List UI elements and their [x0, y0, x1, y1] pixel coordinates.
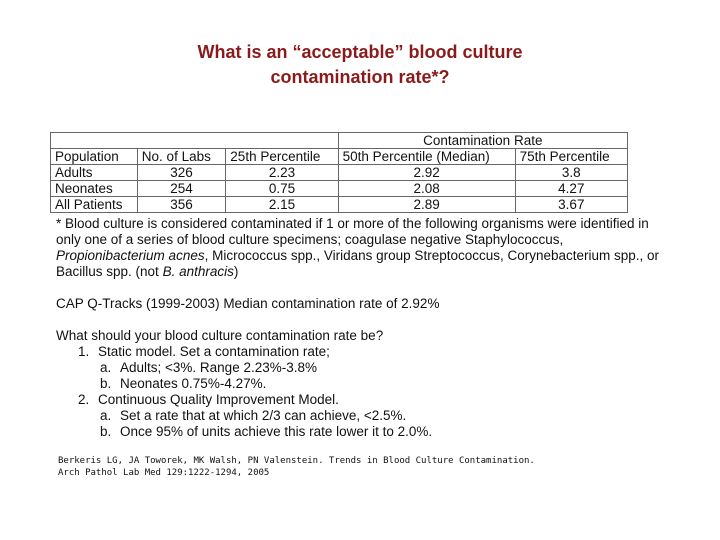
table-cell: 3.67	[515, 197, 627, 213]
list-marker: a.	[100, 360, 112, 375]
list-marker: b.	[100, 424, 112, 439]
list-item	[56, 408, 666, 424]
table-row	[51, 197, 628, 213]
table-header-row	[51, 149, 628, 165]
cap-qtracks-line: CAP Q-Tracks (1999-2003) Median contamination rate of 2.92%	[56, 296, 440, 311]
footnote-text: )	[233, 264, 239, 279]
footnote-text: , Micrococcus spp., Viridans group Streptococcus, Corynebacterium spp., or Bacillus spp. (not	[56, 248, 660, 279]
list-item	[56, 376, 666, 392]
table-cell: 356	[137, 197, 226, 213]
table-cell: 2.92	[338, 165, 515, 181]
table-row	[51, 181, 628, 197]
list-item	[56, 344, 666, 360]
table-cell: All Patients	[51, 197, 138, 213]
table-cell: 4.27	[515, 181, 627, 197]
list-item-text: Set a rate that at which 2/3 can achieve, <2.5%.	[120, 408, 407, 423]
table-group-header: Contamination Rate	[338, 133, 627, 149]
list-item-text: Continuous Quality Improvement Model.	[98, 392, 339, 407]
list-marker: 2.	[78, 392, 90, 407]
table-row	[51, 165, 628, 181]
table-cell: 0.75	[226, 181, 338, 197]
list-item-text: Static model. Set a contamination rate;	[98, 344, 330, 359]
table-cell: Neonates	[51, 181, 138, 197]
footnote-organism: B. anthracis	[162, 264, 234, 279]
slide-title	[0, 40, 720, 90]
table-cell: 326	[137, 165, 226, 181]
list-marker: b.	[100, 376, 112, 391]
slide-body	[56, 216, 666, 440]
table-cell: 2.08	[338, 181, 515, 197]
table-cell: Adults	[51, 165, 138, 181]
footnote-organism: Propionibacterium acnes	[56, 248, 205, 263]
citation-line-1: Berkeris LG, JA Toworek, MK Walsh, PN Valenstein. Trends in Blood Culture Contamination.	[58, 456, 535, 466]
list-item-text: Adults; <3%. Range 2.23%-3.8%	[120, 360, 317, 375]
list-marker: a.	[100, 408, 112, 423]
table-group-header-row	[51, 133, 628, 149]
table-header: No. of Labs	[137, 149, 226, 165]
list-item	[56, 392, 666, 408]
question-line: What should your blood culture contamination rate be?	[56, 328, 384, 343]
title-line-1: What is an “acceptable” blood culture	[197, 42, 523, 62]
list-item	[56, 424, 666, 440]
table-header: 50th Percentile (Median)	[338, 149, 515, 165]
contamination-rate-table	[50, 132, 628, 213]
table-cell: 2.23	[226, 165, 338, 181]
citation	[58, 455, 535, 479]
table-header: 25th Percentile	[226, 149, 338, 165]
list-item-text: Once 95% of units achieve this rate lower it to 2.0%.	[120, 424, 433, 439]
footnote	[56, 216, 666, 280]
list-marker: 1.	[78, 344, 90, 359]
list-item-text: Neonates 0.75%-4.27%.	[120, 376, 267, 391]
table-cell: 2.15	[226, 197, 338, 213]
footnote-text: * Blood culture is considered contaminated if 1 or more of the following organisms were identified in only one of a series of blood culture specimens; coagulase negative Staphylococcus,	[56, 216, 649, 247]
list-item	[56, 360, 666, 376]
table-header: 75th Percentile	[515, 149, 627, 165]
citation-line-2: Arch Pathol Lab Med 129:1222-1294, 2005	[58, 468, 270, 478]
table-cell: 3.8	[515, 165, 627, 181]
table-blank-cell	[51, 133, 339, 149]
table-cell: 2.89	[338, 197, 515, 213]
table-cell: 254	[137, 181, 226, 197]
title-line-2: contamination rate*?	[270, 67, 450, 87]
table-header: Population	[51, 149, 138, 165]
